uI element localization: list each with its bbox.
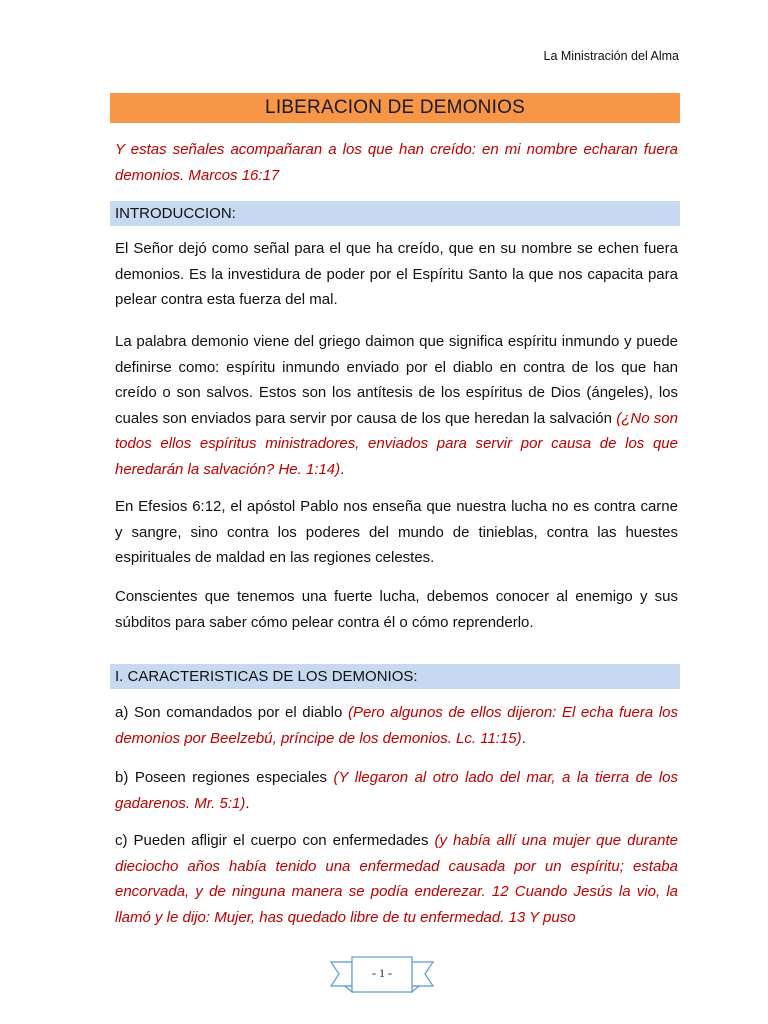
list-item-text: c) Pueden afligir el cuerpo con enfermedades bbox=[115, 832, 435, 849]
list-item-text: a) Son comandados por el diablo bbox=[115, 704, 348, 721]
list-item-end: . bbox=[521, 729, 526, 747]
list-item bbox=[115, 765, 678, 816]
epigraph: Y estas señales acompañaran a los que han creído: en mi nombre echaran fuera demonios. Marcos 16:17 bbox=[115, 141, 678, 184]
ribbon-right-tail bbox=[412, 962, 433, 986]
paragraph: El Señor dejó como señal para el que ha creído, que en su nombre se echen fuera demonios. Es la investidura de poder por el Espíritu Santo la que nos capacita para pelear contra esta fuerza del mal. bbox=[115, 240, 678, 309]
scripture-quote: (Y llegaron al otro lado del mar, a la tierra de los gadarenos. Mr. 5:1) bbox=[115, 769, 678, 812]
list-item-text: b) Poseen regiones especiales bbox=[115, 769, 334, 786]
paragraph-end: . bbox=[340, 460, 345, 478]
scripture-quote: (¿No son todos ellos espíritus ministradores, enviados para servir por causa de los que heredarán la salvación? He. 1:14) bbox=[115, 409, 678, 478]
document-title: LIBERACION DE DEMONIOS bbox=[110, 93, 680, 123]
paragraph bbox=[115, 329, 678, 483]
ribbon-left-fold bbox=[345, 986, 352, 992]
paragraph: Conscientes que tenemos una fuerte lucha, debemos conocer al enemigo y sus súbditos para saber cómo pelear contra él o cómo reprenderlo. bbox=[115, 588, 678, 631]
ribbon-right-fold bbox=[412, 986, 419, 992]
list-item bbox=[115, 700, 678, 751]
section-heading-introduccion: INTRODUCCION: bbox=[110, 201, 680, 226]
scripture-quote: (Pero algunos de ellos dijeron: El echa fuera los demonios por Beelzebú, príncipe de los demonios. Lc. 11:15) bbox=[115, 704, 678, 747]
paragraph-text: La palabra demonio viene del griego daimon que significa espíritu inmundo y puede definirse como: espíritu inmundo enviado por el diablo en contra de los que han creído o son salvos. Estos son los antítesis de los espíritus de Dios (ángeles), los cuales son enviados para servir por causa de los que heredan la salvación bbox=[115, 333, 678, 427]
running-header: La Ministración del Alma bbox=[543, 49, 679, 63]
list-item bbox=[115, 828, 678, 930]
section-heading-caracteristicas: I. CARACTERISTICAS DE LOS DEMONIOS: bbox=[110, 664, 680, 689]
list-item-end: . bbox=[245, 794, 250, 812]
ribbon-left-tail bbox=[331, 962, 352, 986]
paragraph: En Efesios 6:12, el apóstol Pablo nos enseña que nuestra lucha no es contra carne y sangre, sino contra los poderes del mundo de tinieblas, contra las huestes espirituales de maldad en las regiones celestes. bbox=[115, 498, 678, 567]
scripture-quote: (y había allí una mujer que durante dieciocho años había tenido una enfermedad causada por un espíritu; estaba encorvada, y de ninguna manera se podía enderezar. 12 Cuando Jesús la vio, la llamó y le dijo: Mujer, has quedado libre de tu enfermedad. 13 Y puso bbox=[115, 832, 678, 926]
page-number: - 1 - bbox=[372, 966, 392, 980]
